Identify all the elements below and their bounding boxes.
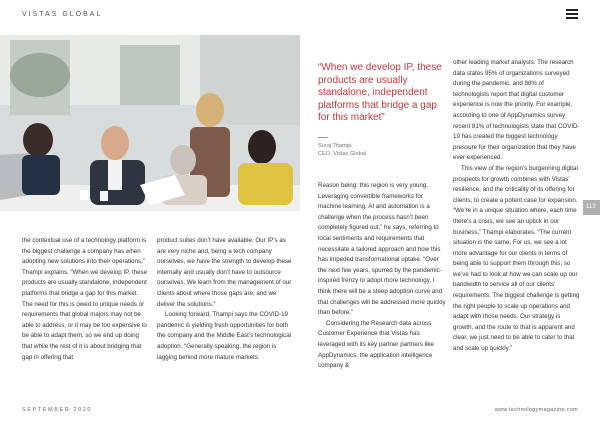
paragraph: Considering the Research data across Customer Experience that Vistas has leveraged with its key partner partners like AppDynamics, the application intelligence company & <box>318 319 434 370</box>
footer-url[interactable]: www.technologymagazine.com <box>494 407 578 413</box>
body-column-4 <box>453 58 581 355</box>
paragraph: Looking forward, Thampi says the COVID-19 pandemic is yielding fresh opportunities for both the company and the Middle East’s technological adoption. “Generally speaking, the region is lagging behind more mature markets. <box>157 311 292 361</box>
hamburger-menu-icon[interactable] <box>566 9 578 19</box>
paragraph: Reason being: this region is very young. Leveraging convertible frameworks for machine learning, AI and automation is a challenge when the process hasn’t been completely figured out,” he says, referring to local sentiments and requirements that necessitate a tailored approach and how this has impeded transformational uptake. “Over the next few years, spurred by the pandemic-inspired frenzy to adopt more technology, I think there will be a steep adoption curve and that challenges will be addressed more quickly than before.” <box>318 182 446 317</box>
quote-divider <box>318 137 328 138</box>
paragraph: other leading market analysts. The research data states 95% of organizations surveyed during the pandemic, and 88% of technologists report that digital customer experience is now the priority. For example, according to one of AppDynamics survey recent 81% of technologists state that COVID-19 has created the biggest technology pressure for their organization that they have ever experienced. <box>453 59 580 162</box>
footer-date: SEPTEMBER 2020 <box>22 407 93 413</box>
pull-quote: “When we develop IP, these products are usually standalone, independent platforms that bridge a gap for this market” <box>318 62 442 123</box>
meeting-photo <box>0 35 300 211</box>
paragraph: the contextual use of a technology platform is the biggest challenge a company has when adopting new solutions into their operations,” Thampi explains. “When we develop IP, these products are usually standalone, independent platforms that bridge a gap for this market. The need for this is owed to unique needs or requirements that global majors may not be able to address, or it may be too expensive to be able to adapt them, so we end up doing that while the rest of it is about bridging that gap in offering that <box>22 237 148 361</box>
page-header <box>0 0 600 30</box>
paragraph: This view of the region’s burgeoning digital prospects for growth combines with Vistas’ resilience, and the criticality of its offering for clients, to create a potent case for expansion. “We’re in a unique situation where, each time there’s a crisis, we see an uptick in our business,” Thampi elaborates. “The current situation is the same. For us, we see a lot more advantage for our clients in terms of being able to support them through this, so we’ve had to look at how we can scale up our bandwidth to service all of our clients’ requirements. The biggest challenge is getting the right people to scale up operations and adapt with those needs. Our strategy is growth, and the route to that is apparent and clear, we just need to be able to cater to that and scale up quickly.” <box>453 164 580 353</box>
body-column-2 <box>157 236 293 363</box>
body-column-1 <box>22 236 150 363</box>
body-column-3 <box>318 181 446 372</box>
quote-attribution-name: Suraj Thampi, <box>318 143 353 149</box>
quote-attribution-title: CEO, Vistas Global <box>318 151 367 157</box>
page-number: 113 <box>586 204 596 210</box>
paragraph: product suites don’t have available. Our IP’s as are very niche and, being a tech company ourselves, we have the strength to develop these internally and usually don’t have to outsource ourselves. We learn from the management of our clients about where those gaps are, and we deliver the solutions.” <box>157 237 292 308</box>
brand-name: VISTAS GLOBAL <box>22 11 103 18</box>
